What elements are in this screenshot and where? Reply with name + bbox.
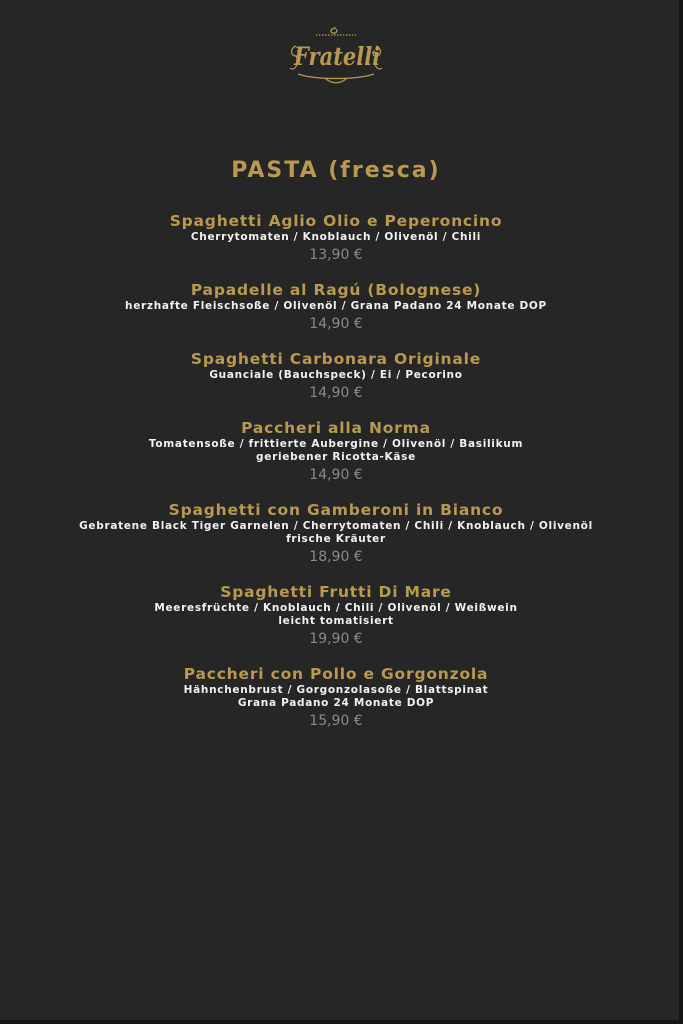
dish-name: Spaghetti Carbonara Originale [190, 350, 482, 368]
dish-name: Papadelle al Ragú (Bolognese) [190, 281, 482, 299]
dish-price: 18,90 € [309, 549, 363, 565]
dish-price: 15,90 € [309, 713, 363, 729]
dish-description: Tomatensoße / frittierte Aubergine / Olivenöl / Basilikum [148, 438, 524, 450]
menu-item [0, 501, 672, 568]
dish-description-line2: leicht tomatisiert [278, 615, 394, 627]
menu-item [0, 665, 672, 732]
menu-item [0, 419, 672, 486]
dish-name: Paccheri alla Norma [241, 419, 431, 437]
menu-list [0, 212, 672, 747]
dish-price: 19,90 € [309, 631, 363, 647]
fratelli-logo [286, 24, 386, 86]
dish-price: 14,90 € [309, 316, 363, 332]
dish-name: Spaghetti con Gamberoni in Bianco [168, 501, 504, 519]
logo-text: Fratelli [294, 42, 381, 71]
menu-item [0, 212, 672, 266]
dish-price: 13,90 € [309, 247, 363, 263]
dish-description: Hähnchenbrust / Gorgonzolasoße / Blattspinat [183, 684, 489, 696]
dish-description-line2: geriebener Ricotta-Käse [256, 451, 416, 463]
section-title: PASTA (fresca) [231, 158, 441, 183]
menu-item [0, 281, 672, 335]
dish-description-line2: frische Kräuter [286, 533, 386, 545]
menu-item [0, 350, 672, 404]
dish-description: Meeresfrüchte / Knoblauch / Chili / Olivenöl / Weißwein [154, 602, 518, 614]
menu-item [0, 583, 672, 650]
dish-description: Guanciale (Bauchspeck) / Ei / Pecorino [209, 369, 463, 381]
dish-name: Spaghetti Frutti Di Mare [220, 583, 452, 601]
dish-description-line2: Grana Padano 24 Monate DOP [237, 697, 435, 709]
dish-name: Spaghetti Aglio Olio e Peperoncino [169, 212, 503, 230]
dish-description: herzhafte Fleischsoße / Olivenöl / Grana Padano 24 Monate DOP [125, 300, 547, 312]
dish-price: 14,90 € [309, 467, 363, 483]
dish-description: Gebratene Black Tiger Garnelen / Cherrytomaten / Chili / Knoblauch / Olivenöl [79, 520, 593, 532]
dish-price: 14,90 € [309, 385, 363, 401]
dish-description: Cherrytomaten / Knoblauch / Olivenöl / Chili [190, 231, 482, 243]
dish-name: Paccheri con Pollo e Gorgonzola [183, 665, 489, 683]
